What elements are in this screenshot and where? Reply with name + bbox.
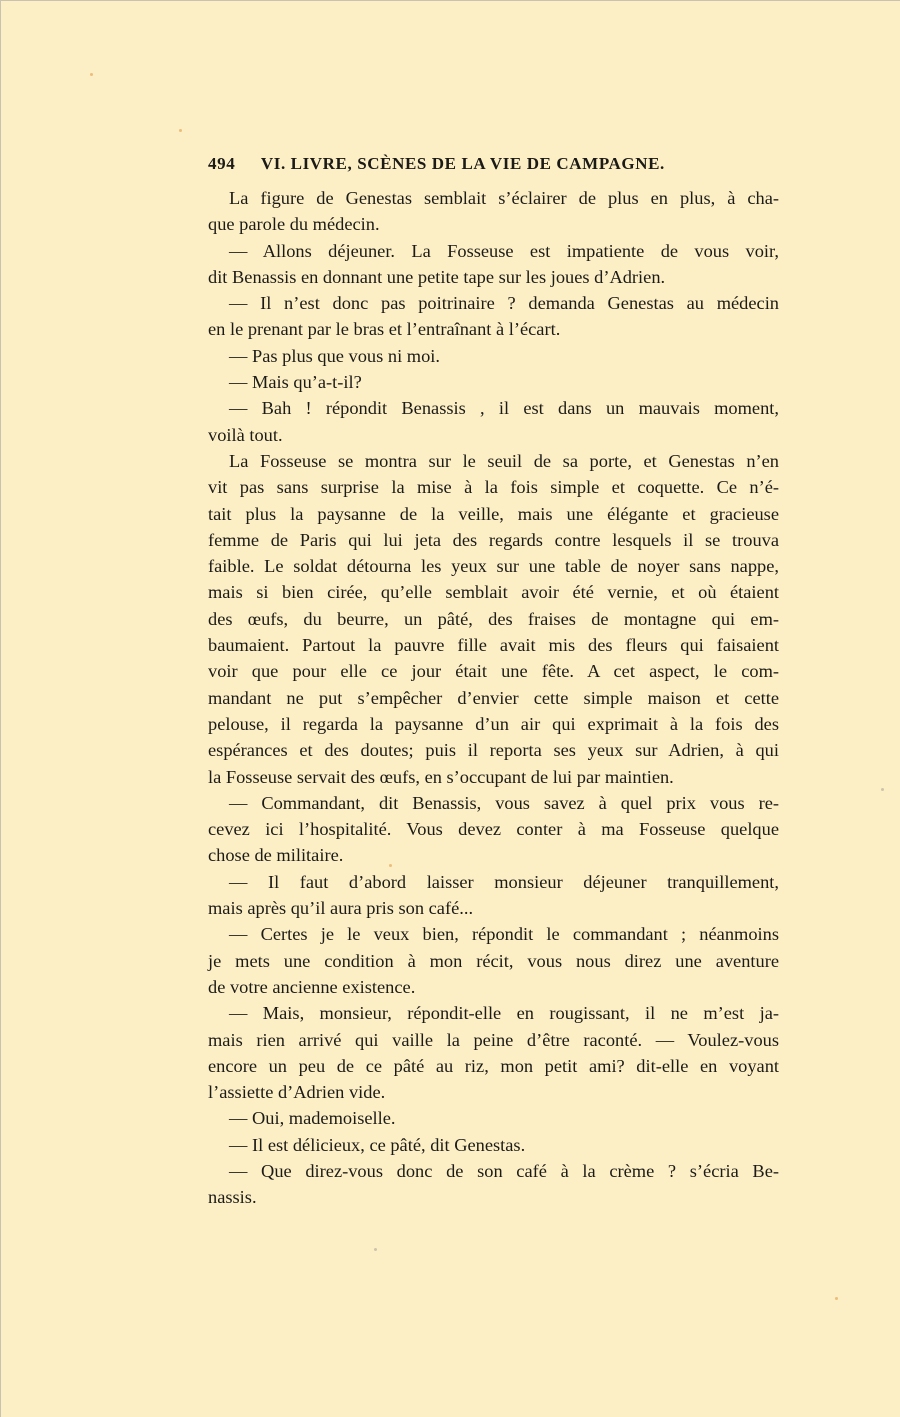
paper-speck (835, 1297, 838, 1300)
text-line: — Pas plus que vous ni moi. (229, 345, 440, 366)
paper-speck (90, 73, 93, 76)
text-line: — Il n’est donc pas poitrinaire ? demanda Genestas au médecin (229, 293, 779, 314)
text-line: — Oui, mademoiselle. (229, 1108, 396, 1129)
text-line: voilà tout. (208, 424, 283, 445)
paper-speck (881, 788, 884, 791)
paper-speck (389, 864, 392, 867)
running-head (208, 154, 778, 174)
body-text (208, 185, 779, 1211)
text-line: en le prenant par le bras et l’entraînant à l’écart. (208, 319, 561, 340)
text-line: mais si bien cirée, qu’elle semblait avoir été vernie, et où étaient (208, 582, 779, 603)
text-line: chose de militaire. (208, 845, 344, 866)
text-line: baumaient. Partout la pauvre fille avait mis des fleurs qui faisaient (208, 635, 779, 656)
text-line: mais rien arrivé qui vaille la peine d’être raconté. — Voulez-vous (208, 1029, 779, 1050)
text-line: l’assiette d’Adrien vide. (208, 1082, 386, 1103)
text-line: tait plus la paysanne de la veille, mais une élégante et gracieuse (208, 503, 779, 524)
text-line: — Bah ! répondit Benassis , il est dans un mauvais moment, (229, 398, 779, 419)
text-line: je mets une condition à mon récit, vous nous direz une aventure (208, 950, 779, 971)
text-line: — Mais qu’a-t-il? (229, 372, 362, 393)
text-line: dit Benassis en donnant une petite tape sur les joues d’Adrien. (208, 266, 666, 287)
text-line: — Certes je le veux bien, répondit le commandant ; néanmoins (229, 924, 779, 945)
text-line: — Il est délicieux, ce pâté, dit Genestas. (229, 1134, 526, 1155)
text-line: — Que direz-vous donc de son café à la crème ? s’écria Be- (229, 1160, 779, 1181)
text-line: pelouse, il regarda la paysanne d’un air qui exprimait à la fois des (208, 713, 779, 734)
text-line: — Il faut d’abord laisser monsieur déjeuner tranquillement, (229, 871, 779, 892)
text-line: cevez ici l’hospitalité. Vous devez conter à ma Fosseuse quelque (208, 819, 779, 840)
page-number: 494 (208, 154, 236, 173)
text-line: voir que pour elle ce jour était une fête. A cet aspect, le com- (208, 661, 779, 682)
paper-speck (179, 129, 182, 132)
text-line: nassis. (208, 1187, 257, 1208)
text-line: de votre ancienne existence. (208, 976, 416, 997)
text-line: mandant ne put s’empêcher d’envier cette simple maison et cette (208, 687, 779, 708)
text-line: La Fosseuse se montra sur le seuil de sa porte, et Genestas n’en (229, 450, 779, 471)
text-line: espérances et des doutes; puis il reporta ses yeux sur Adrien, à qui (208, 740, 779, 761)
text-line: vit pas sans surprise la mise à la fois simple et coquette. Ce n’é- (208, 477, 779, 498)
text-line: — Mais, monsieur, répondit-elle en rougissant, il ne m’est ja- (229, 1003, 779, 1024)
text-line: — Allons déjeuner. La Fosseuse est impatiente de vous voir, (229, 240, 779, 261)
text-line: des œufs, du beurre, un pâté, des fraises de montagne qui em- (208, 608, 779, 629)
text-line: que parole du médecin. (208, 214, 380, 235)
text-line: femme de Paris qui lui jeta des regards contre lesquels il se trouva (208, 529, 779, 550)
text-line: la Fosseuse servait des œufs, en s’occupant de lui par maintien. (208, 766, 674, 787)
text-line: faible. Le soldat détourna les yeux sur une table de noyer sans nappe, (208, 556, 779, 577)
text-line: — Commandant, dit Benassis, vous savez à quel prix vous re- (229, 792, 779, 813)
paper-speck (374, 1248, 377, 1251)
text-line: La figure de Genestas semblait s’éclairer de plus en plus, à cha- (229, 188, 779, 208)
running-head-title: VI. LIVRE, SCÈNES DE LA VIE DE CAMPAGNE. (260, 154, 665, 173)
text-line: encore un peu de ce pâté au riz, mon petit ami? dit-elle en voyant (208, 1055, 779, 1076)
text-line: mais après qu’il aura pris son café... (208, 898, 474, 919)
